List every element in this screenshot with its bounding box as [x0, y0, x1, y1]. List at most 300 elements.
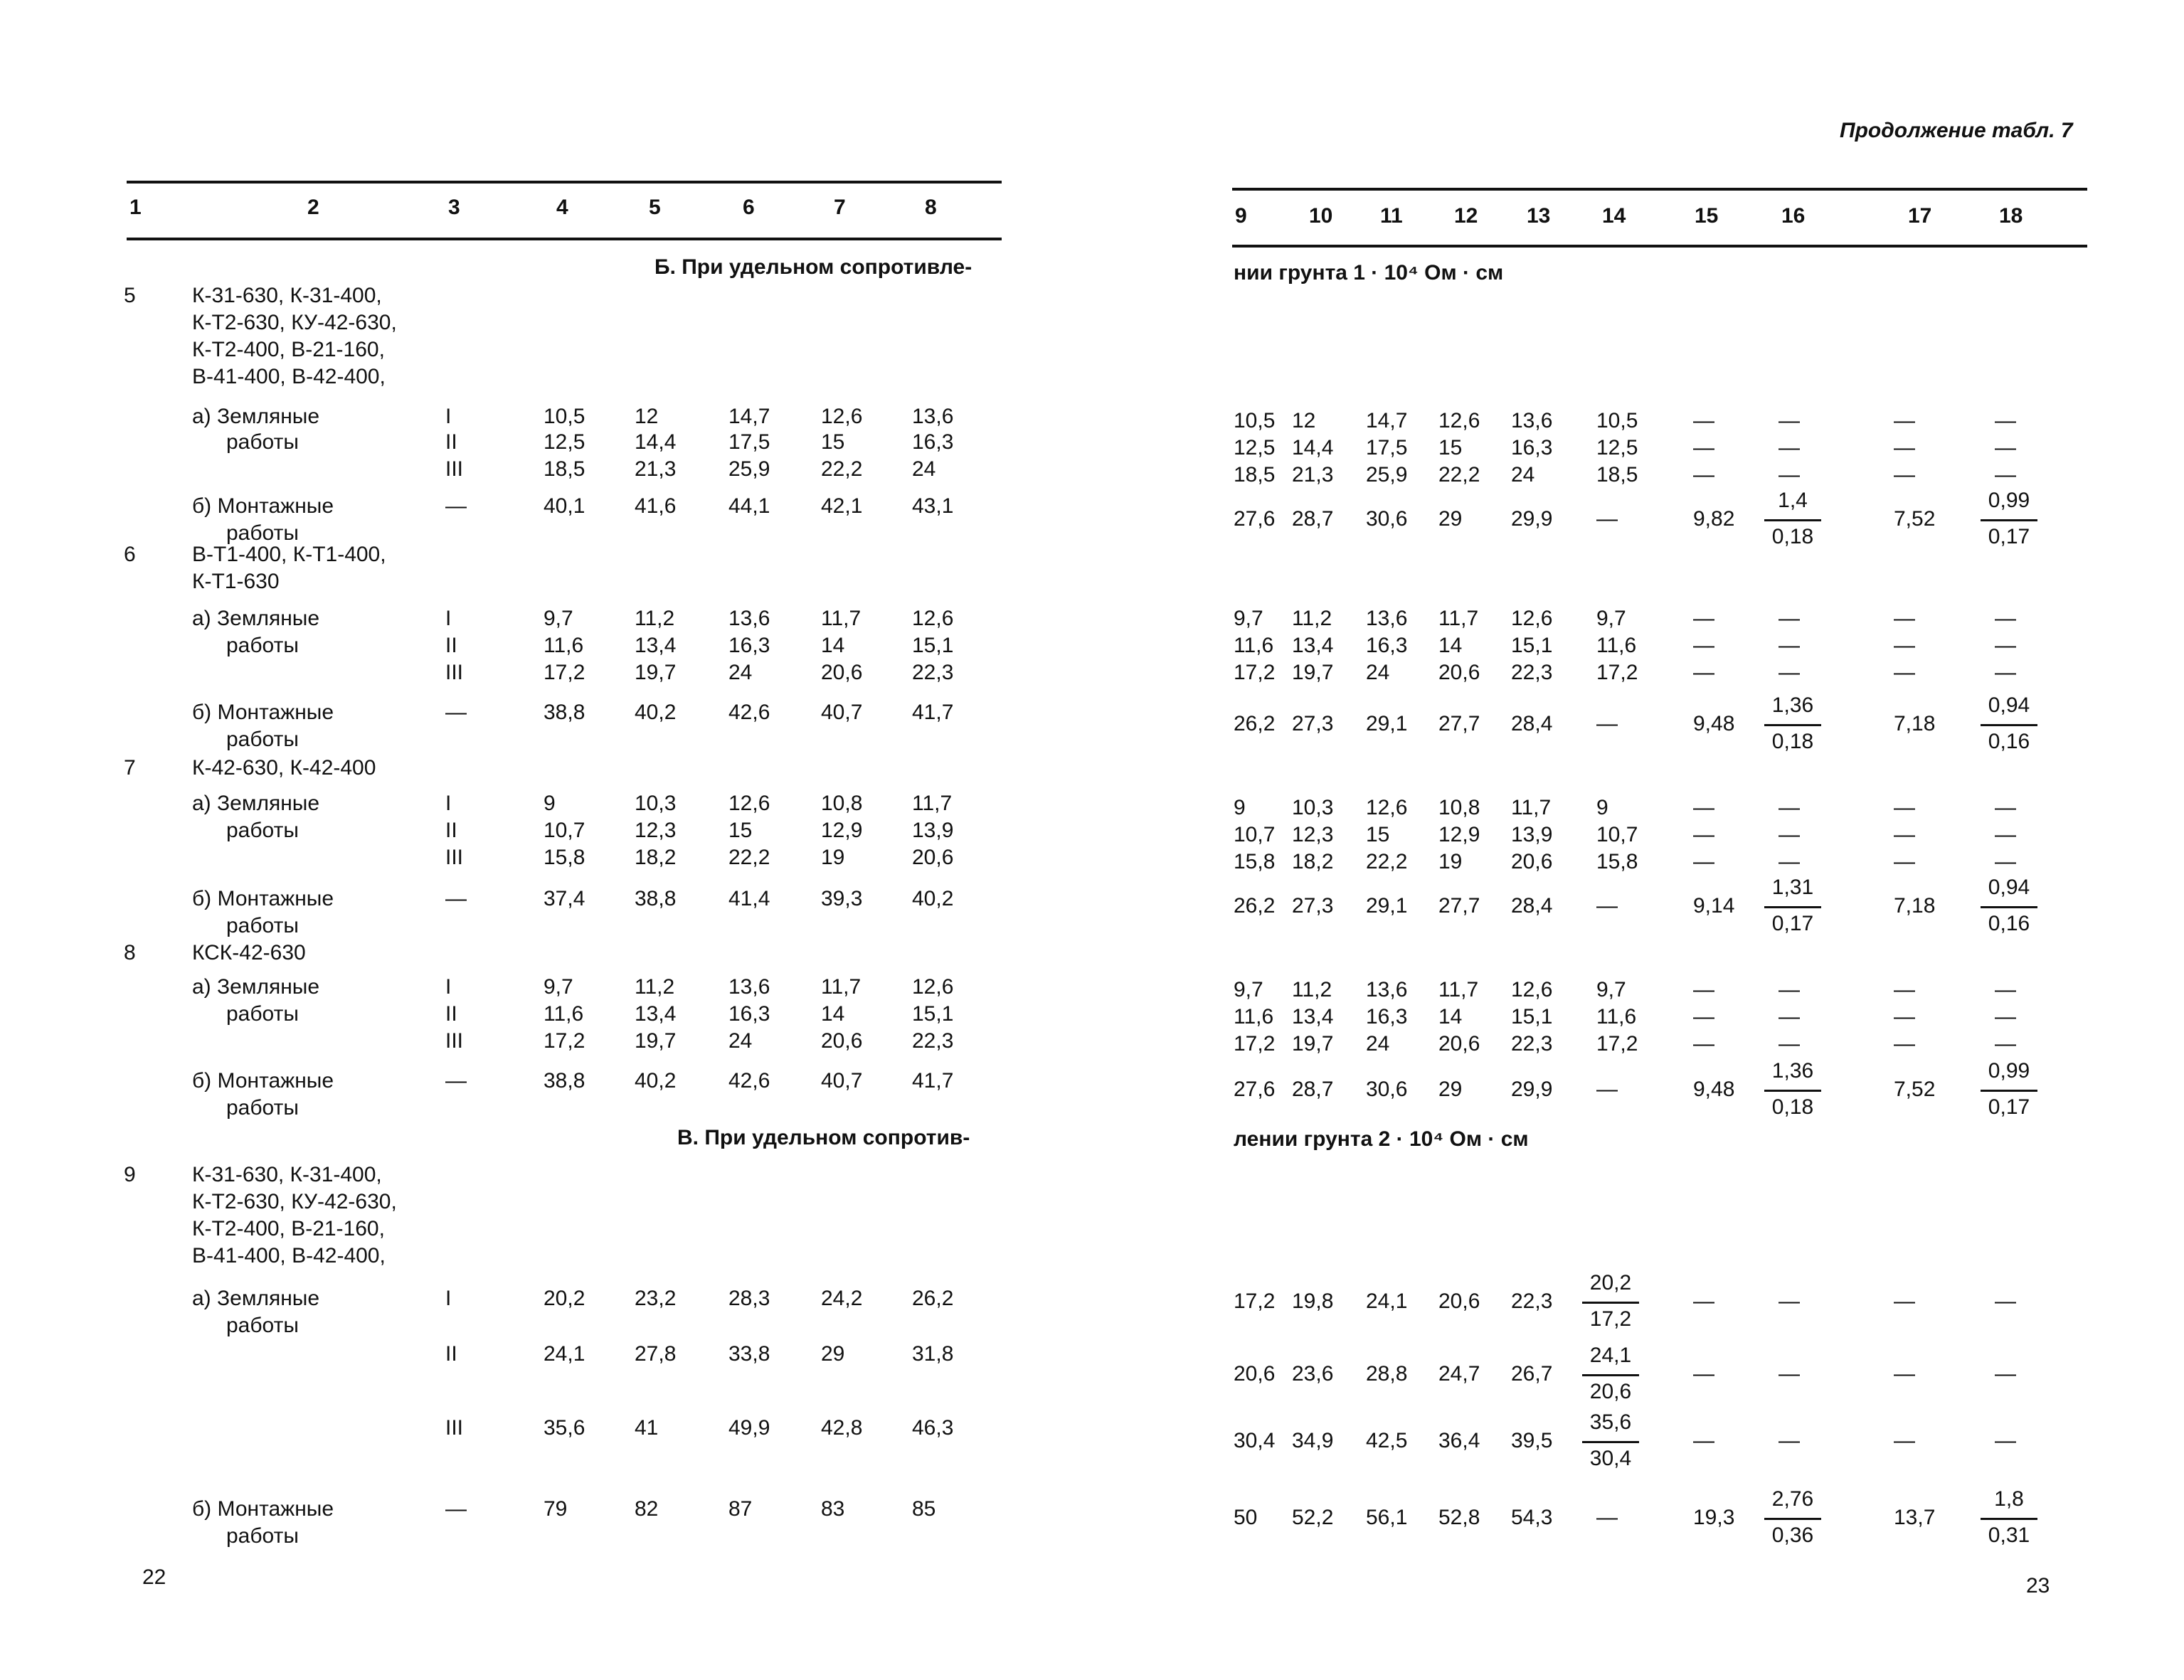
right-cell: 9,7 — [1234, 607, 1263, 630]
right-cell: 25,9 — [1366, 463, 1408, 487]
left-cell: 14,7 — [728, 405, 770, 428]
right-cell: — — [1693, 1005, 1714, 1028]
left-cell: 42,8 — [821, 1416, 863, 1440]
right-cell: — — [1894, 634, 1915, 657]
right-cell: 20,6 — [1438, 661, 1480, 684]
right-cell-denominator: 30,4 — [1582, 1441, 1639, 1472]
left-cell: 49,9 — [728, 1416, 770, 1440]
right-cell: 16,3 — [1511, 436, 1553, 459]
left-cell: 40,7 — [821, 1069, 863, 1092]
left-cell: 23,2 — [635, 1287, 677, 1310]
left-cell: 13,9 — [912, 819, 954, 842]
right-cell-denominator: 0,31 — [1981, 1518, 2037, 1548]
left-cell: I — [445, 405, 452, 428]
left-cell: 42,1 — [821, 494, 863, 518]
right-cell — [1582, 1410, 1639, 1472]
equipment-name: К-31-630, К-31-400, — [192, 1163, 382, 1186]
left-cell: 24,1 — [544, 1342, 585, 1366]
right-column-header-18: 18 — [1999, 204, 2023, 228]
right-cell: 15,8 — [1234, 850, 1276, 873]
right-cell: 27,3 — [1292, 894, 1334, 918]
right-cell-denominator: 0,17 — [1981, 1090, 2037, 1120]
right-cell-denominator: 0,18 — [1764, 724, 1821, 755]
right-cell: 9,82 — [1693, 507, 1735, 531]
left-cell: 87 — [728, 1497, 753, 1521]
right-cell: — — [1779, 823, 1800, 846]
left-cell: 19,7 — [635, 1029, 677, 1053]
equipment-name: В-41-400, В-42-400, — [192, 365, 386, 388]
right-cell: — — [1779, 634, 1800, 657]
right-cell: — — [1779, 1362, 1800, 1386]
right-page-number: 23 — [2026, 1574, 2050, 1597]
right-cell: 12,9 — [1438, 823, 1480, 846]
right-cell: — — [1779, 436, 1800, 459]
left-cell: 24 — [912, 457, 936, 481]
right-cell: — — [1995, 409, 2016, 432]
right-cell: 16,3 — [1366, 1005, 1408, 1028]
right-column-header-12: 12 — [1454, 204, 1478, 228]
right-cell — [1764, 875, 1821, 937]
continuation-title: Продолжение табл. 7 — [1840, 119, 2073, 142]
right-cell: 52,8 — [1438, 1506, 1480, 1529]
right-cell: 27,6 — [1234, 1078, 1276, 1101]
right-cell: — — [1693, 978, 1714, 1001]
left-cell: 40,1 — [544, 494, 585, 518]
right-cell — [1764, 1487, 1821, 1548]
right-cell: — — [1693, 796, 1714, 819]
right-cell: — — [1779, 850, 1800, 873]
left-cell: 19 — [821, 846, 845, 869]
right-cell: 12,6 — [1366, 796, 1408, 819]
right-cell: — — [1693, 661, 1714, 684]
right-cell — [1981, 693, 2037, 755]
left-column-header-4: 4 — [556, 196, 568, 219]
left-column-header-7: 7 — [834, 196, 846, 219]
right-cell: 50 — [1234, 1506, 1258, 1529]
left-column-header-5: 5 — [649, 196, 661, 219]
right-cell: 13,4 — [1292, 634, 1334, 657]
right-cell: 15 — [1366, 823, 1390, 846]
left-cell: III — [445, 1416, 464, 1440]
right-cell: — — [1894, 661, 1915, 684]
subrow-a-label: работы — [226, 634, 299, 657]
right-cell: — — [1995, 1362, 2016, 1386]
right-cell: 11,2 — [1292, 607, 1332, 630]
left-cell: — — [445, 701, 467, 724]
left-cell: 79 — [544, 1497, 568, 1521]
right-cell: 39,5 — [1511, 1429, 1553, 1452]
right-cell: 11,6 — [1596, 1005, 1637, 1028]
left-cell: 16,3 — [912, 430, 954, 454]
left-cell: 17,2 — [544, 1029, 585, 1053]
right-cell: 12,6 — [1511, 978, 1553, 1001]
right-column-header-16: 16 — [1781, 204, 1806, 228]
right-cell: — — [1596, 712, 1618, 735]
left-cell: 17,2 — [544, 661, 585, 684]
right-cell — [1981, 1058, 2037, 1120]
right-cell: 22,2 — [1366, 850, 1408, 873]
subrow-b-label: б) Монтажные — [192, 701, 334, 724]
right-cell: 27,7 — [1438, 894, 1480, 918]
subrow-b-label: работы — [226, 914, 299, 937]
right-cell: 29,1 — [1366, 894, 1408, 918]
left-cell: 41,4 — [728, 887, 770, 910]
right-cell: 30,6 — [1366, 1078, 1408, 1101]
left-cell: 11,6 — [544, 634, 584, 657]
right-cell-numerator: 1,31 — [1771, 876, 1814, 899]
right-cell: 9 — [1234, 796, 1246, 819]
right-cell: 18,5 — [1234, 463, 1276, 487]
left-cell: 46,3 — [912, 1416, 954, 1440]
left-cell: 26,2 — [912, 1287, 954, 1310]
left-cell: 10,5 — [544, 405, 585, 428]
right-cell: 28,7 — [1292, 1078, 1334, 1101]
right-cell — [1582, 1270, 1639, 1332]
left-cell: 24 — [728, 1029, 753, 1053]
right-cell-numerator: 0,99 — [1988, 489, 2030, 512]
left-cell: 19,7 — [635, 661, 677, 684]
left-cell: 18,2 — [635, 846, 677, 869]
right-cell: — — [1995, 436, 2016, 459]
right-cell: 17,2 — [1234, 661, 1276, 684]
right-cell: 7,18 — [1894, 712, 1936, 735]
left-cell: 12 — [635, 405, 659, 428]
right-cell: 24 — [1366, 1032, 1390, 1056]
left-cell: 44,1 — [728, 494, 770, 518]
right-cell-numerator: 1,36 — [1771, 1059, 1814, 1083]
right-cell: 14 — [1438, 634, 1463, 657]
equipment-name: К-Т2-400, В-21-160, — [192, 1217, 385, 1240]
right-cell: 56,1 — [1366, 1506, 1408, 1529]
right-cell: 10,7 — [1234, 823, 1276, 846]
right-cell: 12,3 — [1292, 823, 1334, 846]
subrow-a-label: а) Земляные — [192, 1287, 320, 1310]
right-cell: — — [1693, 634, 1714, 657]
left-cell: 22,2 — [728, 846, 770, 869]
left-cell: I — [445, 975, 452, 999]
equipment-name: К-Т2-400, В-21-160, — [192, 338, 385, 361]
right-cell: 18,5 — [1596, 463, 1638, 487]
right-cell: — — [1995, 1290, 2016, 1313]
right-cell: 42,5 — [1366, 1429, 1408, 1452]
right-cell: — — [1779, 978, 1800, 1001]
right-cell: — — [1779, 463, 1800, 487]
right-cell: 9,48 — [1693, 712, 1735, 735]
left-cell: 11,2 — [635, 607, 675, 630]
right-cell: 11,2 — [1292, 978, 1332, 1001]
left-cell: II — [445, 819, 457, 842]
right-cell: — — [1779, 1005, 1800, 1028]
right-header-top-rule — [1232, 188, 2087, 191]
left-cell: 18,5 — [544, 457, 585, 481]
subrow-b-label: работы — [226, 521, 299, 545]
left-cell: 9,7 — [544, 975, 573, 999]
left-cell: 12,6 — [912, 607, 954, 630]
left-cell: 15,1 — [912, 634, 954, 657]
right-cell: 9,48 — [1693, 1078, 1735, 1101]
left-cell: 11,2 — [635, 975, 675, 999]
right-cell: 14,7 — [1366, 409, 1408, 432]
left-cell: 12,6 — [821, 405, 863, 428]
right-cell: 24 — [1366, 661, 1390, 684]
right-cell: 27,7 — [1438, 712, 1480, 735]
right-cell: 26,2 — [1234, 712, 1276, 735]
left-cell: III — [445, 846, 464, 869]
left-cell: 22,2 — [821, 457, 863, 481]
right-column-header-9: 9 — [1235, 204, 1247, 228]
left-cell: 12,3 — [635, 819, 677, 842]
subrow-a-label: а) Земляные — [192, 405, 320, 428]
row-number: 7 — [124, 756, 136, 780]
left-cell: 41,7 — [912, 701, 954, 724]
right-cell: 29,9 — [1511, 1078, 1553, 1101]
right-cell: 9,7 — [1234, 978, 1263, 1001]
equipment-name: К-Т2-630, КУ-42-630, — [192, 311, 397, 334]
right-cell: — — [1995, 607, 2016, 630]
right-cell: 13,6 — [1366, 607, 1408, 630]
right-cell: — — [1693, 1362, 1714, 1386]
right-cell: 9,7 — [1596, 978, 1626, 1001]
right-cell: 20,6 — [1438, 1290, 1480, 1313]
right-cell: 17,2 — [1234, 1032, 1276, 1056]
left-cell: 16,3 — [728, 1002, 770, 1026]
left-cell: 14 — [821, 634, 845, 657]
left-column-header-3: 3 — [448, 196, 460, 219]
right-cell: 7,52 — [1894, 507, 1936, 531]
left-cell: 10,8 — [821, 792, 863, 815]
right-cell: — — [1894, 607, 1915, 630]
left-cell: 12,6 — [912, 975, 954, 999]
right-cell: — — [1894, 1290, 1915, 1313]
left-cell: 35,6 — [544, 1416, 585, 1440]
right-cell: 10,3 — [1292, 796, 1334, 819]
subrow-a-label: работы — [226, 819, 299, 842]
right-cell: 34,9 — [1292, 1429, 1334, 1452]
right-cell: 12,5 — [1234, 436, 1276, 459]
right-column-header-13: 13 — [1527, 204, 1551, 228]
left-cell: 12,5 — [544, 430, 585, 454]
left-cell: 15 — [821, 430, 845, 454]
right-cell — [1764, 488, 1821, 550]
right-cell: 12,5 — [1596, 436, 1638, 459]
right-cell: 19,7 — [1292, 661, 1334, 684]
right-cell: 26,2 — [1234, 894, 1276, 918]
right-cell: 16,3 — [1366, 634, 1408, 657]
left-section-v-caption: В. При удельном сопротив- — [677, 1126, 970, 1149]
right-cell: 52,2 — [1292, 1506, 1334, 1529]
left-cell: 15,8 — [544, 846, 585, 869]
right-cell: 15,1 — [1511, 1005, 1553, 1028]
left-cell: 13,6 — [728, 607, 770, 630]
right-cell: 28,7 — [1292, 507, 1334, 531]
equipment-name: К-42-630, К-42-400 — [192, 756, 376, 780]
left-cell: 9 — [544, 792, 556, 815]
right-cell: 12,6 — [1438, 409, 1480, 432]
left-cell: 10,7 — [544, 819, 585, 842]
right-cell: 15,1 — [1511, 634, 1553, 657]
right-cell: 11,7 — [1438, 607, 1479, 630]
right-cell: 7,18 — [1894, 894, 1936, 918]
right-cell: 11,6 — [1234, 1005, 1274, 1028]
right-cell: — — [1894, 850, 1915, 873]
right-cell: — — [1894, 1032, 1915, 1056]
right-cell: — — [1779, 1032, 1800, 1056]
left-cell: 40,2 — [635, 701, 677, 724]
right-cell: 13,6 — [1511, 409, 1553, 432]
right-cell: 19 — [1438, 850, 1463, 873]
right-cell: 21,3 — [1292, 463, 1334, 487]
right-cell-numerator: 2,76 — [1771, 1487, 1814, 1511]
right-cell: 19,7 — [1292, 1032, 1334, 1056]
right-cell: — — [1995, 1429, 2016, 1452]
right-cell: 9,14 — [1693, 894, 1735, 918]
subrow-a-label: а) Земляные — [192, 975, 320, 999]
right-cell: 11,7 — [1438, 978, 1479, 1001]
right-column-header-11: 11 — [1380, 204, 1403, 228]
right-cell: — — [1894, 796, 1915, 819]
right-cell: — — [1693, 1429, 1714, 1452]
right-cell: 10,8 — [1438, 796, 1480, 819]
right-cell: — — [1693, 436, 1714, 459]
right-cell: 17,2 — [1596, 661, 1638, 684]
subrow-b-label: работы — [226, 728, 299, 751]
left-cell: — — [445, 494, 467, 518]
left-header-bottom-rule — [127, 238, 1002, 240]
right-cell: — — [1779, 796, 1800, 819]
right-cell: — — [1693, 463, 1714, 487]
left-cell: 13,4 — [635, 1002, 677, 1026]
left-cell: — — [445, 1069, 467, 1092]
subrow-a-label: работы — [226, 1314, 299, 1337]
left-cell: 40,2 — [912, 887, 954, 910]
right-cell: — — [1995, 661, 2016, 684]
left-cell: 14 — [821, 1002, 845, 1026]
right-cell: — — [1779, 1290, 1800, 1313]
left-cell: 40,2 — [635, 1069, 677, 1092]
left-cell: III — [445, 457, 464, 481]
left-cell: 38,8 — [544, 1069, 585, 1092]
right-cell: 22,3 — [1511, 1032, 1553, 1056]
right-cell-numerator: 1,4 — [1778, 489, 1808, 512]
left-cell: 42,6 — [728, 701, 770, 724]
right-cell: — — [1995, 634, 2016, 657]
left-cell: III — [445, 661, 464, 684]
left-section-b-caption: Б. При удельном сопротивле- — [654, 255, 972, 279]
right-cell: — — [1693, 1032, 1714, 1056]
right-cell: 22,3 — [1511, 1290, 1553, 1313]
left-cell: 41 — [635, 1416, 659, 1440]
right-cell: 13,9 — [1511, 823, 1553, 846]
subrow-b-label: работы — [226, 1524, 299, 1548]
right-cell: — — [1995, 796, 2016, 819]
equipment-name: В-41-400, В-42-400, — [192, 1244, 386, 1267]
right-cell: 29 — [1438, 1078, 1463, 1101]
right-cell-denominator: 0,17 — [1981, 519, 2037, 550]
right-cell: 28,4 — [1511, 894, 1553, 918]
right-cell: 23,6 — [1292, 1362, 1334, 1386]
left-cell: II — [445, 1342, 457, 1366]
left-cell: 9,7 — [544, 607, 573, 630]
right-cell — [1764, 693, 1821, 755]
right-cell — [1764, 1058, 1821, 1120]
right-cell: — — [1596, 1506, 1618, 1529]
right-cell: 11,6 — [1596, 634, 1637, 657]
right-cell: 20,6 — [1511, 850, 1553, 873]
right-cell: — — [1693, 1290, 1714, 1313]
left-cell: 12,9 — [821, 819, 863, 842]
subrow-b-label: б) Монтажные — [192, 494, 334, 518]
right-column-header-15: 15 — [1695, 204, 1719, 228]
right-section-v-caption: лении грунта 2 · 10⁴ Ом · см — [1234, 1127, 1529, 1151]
left-cell: 10,3 — [635, 792, 677, 815]
left-cell: 42,6 — [728, 1069, 770, 1092]
left-cell: 22,3 — [912, 661, 954, 684]
right-cell: 30,4 — [1234, 1429, 1276, 1452]
right-cell: 7,52 — [1894, 1078, 1936, 1101]
left-cell: I — [445, 792, 452, 815]
left-cell: 22,3 — [912, 1029, 954, 1053]
right-cell-numerator: 35,6 — [1589, 1410, 1632, 1434]
right-cell: — — [1995, 1032, 2016, 1056]
left-cell: 11,7 — [912, 792, 953, 815]
left-cell: 40,7 — [821, 701, 863, 724]
left-cell: 82 — [635, 1497, 659, 1521]
right-cell: 9,7 — [1596, 607, 1626, 630]
right-cell: 9 — [1596, 796, 1608, 819]
right-cell: 54,3 — [1511, 1506, 1553, 1529]
right-cell: 22,2 — [1438, 463, 1480, 487]
left-cell: I — [445, 1287, 452, 1310]
left-cell: 11,7 — [821, 607, 862, 630]
right-cell: 17,2 — [1596, 1032, 1638, 1056]
right-cell — [1981, 488, 2037, 550]
left-cell: 14,4 — [635, 430, 677, 454]
right-cell: — — [1894, 409, 1915, 432]
right-cell: 24 — [1511, 463, 1535, 487]
right-cell: 13,4 — [1292, 1005, 1334, 1028]
left-page-number: 22 — [142, 1565, 166, 1589]
right-cell: 26,7 — [1511, 1362, 1553, 1386]
right-header-bottom-rule — [1232, 245, 2087, 248]
row-number: 8 — [124, 941, 136, 964]
left-cell: 39,3 — [821, 887, 863, 910]
left-cell: II — [445, 430, 457, 454]
left-cell: 21,3 — [635, 457, 677, 481]
right-cell: 13,7 — [1894, 1506, 1936, 1529]
right-cell: — — [1596, 894, 1618, 918]
right-cell-numerator: 0,94 — [1988, 693, 2030, 717]
right-cell-denominator: 20,6 — [1582, 1374, 1639, 1405]
left-column-header-2: 2 — [307, 196, 319, 219]
equipment-name: В-Т1-400, К-Т1-400, — [192, 543, 386, 566]
right-cell: — — [1995, 1005, 2016, 1028]
subrow-a-label: а) Земляные — [192, 792, 320, 815]
right-section-b-caption: нии грунта 1 · 10⁴ Ом · см — [1234, 261, 1504, 285]
right-column-header-14: 14 — [1602, 204, 1626, 228]
left-cell: 33,8 — [728, 1342, 770, 1366]
left-cell: 38,8 — [544, 701, 585, 724]
subrow-b-label: б) Монтажные — [192, 1069, 334, 1092]
right-cell: 15,8 — [1596, 850, 1638, 873]
right-cell: 20,6 — [1438, 1032, 1480, 1056]
right-cell: — — [1995, 463, 2016, 487]
left-cell: 37,4 — [544, 887, 585, 910]
right-cell: 14 — [1438, 1005, 1463, 1028]
left-cell: 16,3 — [728, 634, 770, 657]
row-number: 5 — [124, 284, 136, 307]
right-cell-numerator: 0,94 — [1988, 876, 2030, 899]
left-cell: 41,7 — [912, 1069, 954, 1092]
